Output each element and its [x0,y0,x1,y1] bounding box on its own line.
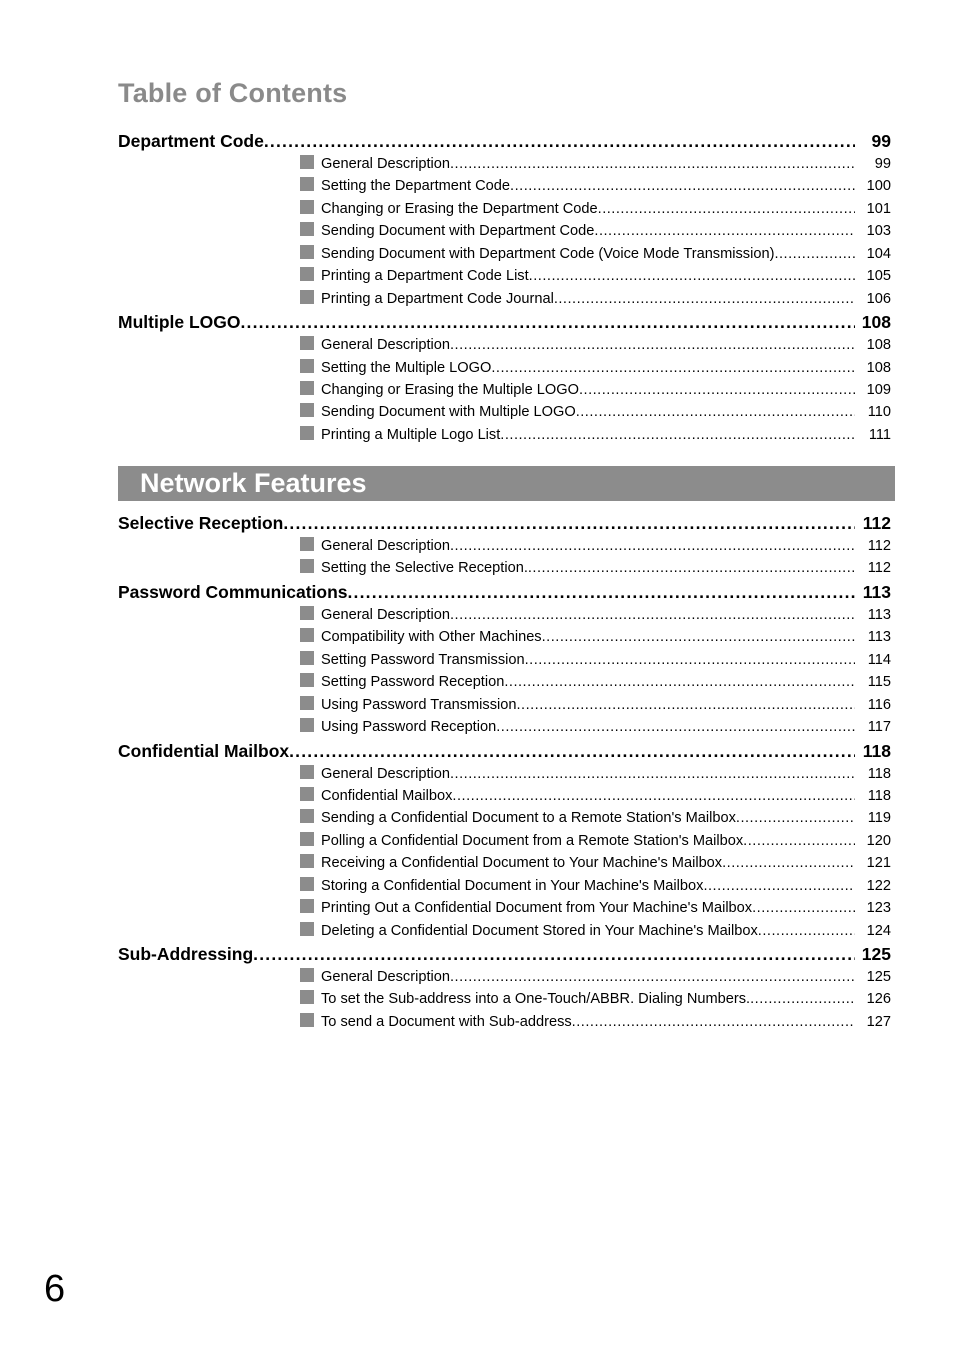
square-bullet-icon [300,267,314,281]
toc-section-title: Selective Reception [118,513,284,533]
toc-item-page: 111 [868,426,891,443]
toc-item-title: Changing or Erasing the Department Code [321,200,598,217]
square-bullet-icon [300,155,314,169]
toc-item-title: Setting Password Transmission [321,651,525,668]
dot-leader [450,763,855,785]
toc-item[interactable] [118,535,891,557]
dot-leader [491,357,855,379]
dot-leader [289,739,855,763]
toc-section-title: Password Communications [118,581,348,602]
toc-item-title: Deleting a Confidential Document Stored in Your Machine's Mailbox [321,922,758,939]
toc-section-entry[interactable] [118,942,891,966]
toc-section-title: Department Code [118,131,264,151]
square-bullet-icon [300,651,314,665]
square-bullet-icon [300,336,314,350]
toc-item[interactable] [118,830,891,852]
toc-item-title: Sending Document with Multiple LOGO [321,404,576,421]
toc-item[interactable] [118,604,891,626]
toc-item-title: Using Password Transmission [321,696,517,713]
toc-item-page: 127 [866,1013,891,1030]
toc-section-title: Multiple LOGO [118,312,241,333]
toc-item-title: General Description [321,337,450,354]
dot-leader [450,604,855,626]
toc-item-title: Sending Document with Department Code [321,223,595,240]
toc-item-title: Receiving a Confidential Document to Your Machine's Mailbox [321,855,723,872]
toc-item-title: Changing or Erasing the Multiple LOGO [321,381,579,398]
toc-item-title: General Description [321,606,450,623]
toc-item[interactable] [118,626,891,648]
toc-section-page: 108 [861,312,891,333]
dot-leader [496,716,855,738]
square-bullet-icon [300,537,314,551]
toc-section [118,942,891,1033]
dot-leader [576,401,855,423]
toc-item-page: 125 [866,969,891,985]
toc-item-page: 106 [866,290,891,307]
toc-section [118,511,891,580]
square-bullet-icon [300,899,314,913]
dot-leader [594,220,855,242]
dot-leader [579,379,855,401]
toc-item[interactable] [118,220,891,242]
square-bullet-icon [300,696,314,710]
toc-item-title: General Description [321,765,450,782]
dot-leader [450,334,855,356]
toc-item-title: Setting the Multiple LOGO [321,359,492,376]
dot-leader [554,288,855,310]
toc-item-page: 100 [866,178,891,195]
square-bullet-icon [300,787,314,801]
toc-item-page: 110 [867,404,891,421]
dot-leader [743,830,855,852]
toc-item[interactable] [118,807,891,829]
toc-item[interactable] [118,875,891,897]
toc-item[interactable] [118,716,891,738]
square-bullet-icon [300,222,314,236]
dot-leader [703,875,855,897]
dot-leader [283,511,855,535]
toc-item-page: 109 [866,381,891,398]
dot-leader [572,1011,855,1033]
toc-section-entry[interactable] [118,310,891,334]
dot-leader [264,129,855,153]
toc-item[interactable] [118,649,891,671]
toc-item-title: Printing a Department Code Journal [321,290,554,307]
toc-item-page: 113 [867,629,891,646]
toc-item-page: 120 [866,832,891,849]
toc-item-title: Setting Password Reception [321,674,505,691]
dot-leader [736,807,855,829]
square-bullet-icon [300,628,314,642]
dot-leader [452,785,855,807]
toc-section-title: Sub-Addressing [118,944,254,964]
dot-leader [253,942,855,966]
toc-item[interactable] [118,852,891,874]
toc-item-page: 99 [874,156,891,172]
toc-item[interactable] [118,424,891,446]
square-bullet-icon [300,922,314,936]
square-bullet-icon [300,718,314,732]
toc-item-title: General Description [321,156,450,172]
toc-item-page: 104 [866,245,891,262]
dot-leader [752,897,855,919]
toc-section-entry[interactable] [118,739,891,763]
dot-leader [450,153,855,175]
square-bullet-icon [300,559,314,573]
toc-section-entry[interactable] [118,580,891,604]
dot-leader [598,198,855,220]
toc-item-title: Printing Out a Confidential Document from Your Machine's Mailbox [321,900,753,917]
toc-item-title: Printing a Multiple Logo List [321,426,501,443]
toc-item[interactable] [118,785,891,807]
toc-item[interactable] [118,175,891,197]
dot-leader [348,580,856,604]
dot-leader [500,424,855,446]
dot-leader [774,243,855,265]
page-number: 6 [44,1268,66,1310]
toc-item-title: Polling a Confidential Document from a Remote Station's Mailbox [321,832,744,849]
toc-item[interactable] [118,243,891,265]
page-title: Table of Contents [118,78,348,108]
toc-item-page: 124 [866,922,891,939]
square-bullet-icon [300,877,314,891]
toc-item-title: Setting the Department Code [321,178,511,195]
toc-item-page: 121 [866,855,891,872]
toc-section-list [118,129,891,446]
square-bullet-icon [300,606,314,620]
dot-leader [758,920,855,942]
toc-item-page: 113 [867,606,891,623]
dot-leader [529,265,855,287]
toc-section-list [118,511,891,1033]
dot-leader [525,649,855,671]
square-bullet-icon [300,1013,314,1027]
dot-leader [722,852,855,874]
toc-item-page: 116 [867,696,891,713]
toc-item-page: 122 [866,877,891,894]
toc-item-page: 108 [866,337,891,354]
toc-item-title: Confidential Mailbox [321,787,453,804]
toc-item-title: Compatibility with Other Machines [321,629,542,646]
square-bullet-icon [300,403,314,417]
chapter-banner: Network Features [118,466,895,501]
toc-item[interactable] [118,334,891,356]
toc-item-page: 123 [866,900,891,917]
toc-item-title: To set the Sub-address into a One-Touch/ABBR. Dialing Numbers. [321,991,751,1008]
square-bullet-icon [300,832,314,846]
square-bullet-icon [300,290,314,304]
toc-item-page: 118 [867,765,891,782]
square-bullet-icon [300,968,314,982]
square-bullet-icon [300,673,314,687]
toc-section-page: 125 [861,944,891,964]
toc-item-title: Printing a Department Code List [321,268,529,285]
dot-leader [542,626,855,648]
toc-section [118,739,891,943]
toc-item-page: 117 [867,719,891,736]
toc-section-entry[interactable] [118,511,891,535]
toc-item[interactable] [118,920,891,942]
toc-section [118,310,891,446]
toc-item-page: 126 [866,991,891,1008]
dot-leader [750,988,855,1010]
toc-item-page: 114 [867,651,891,668]
dot-leader [516,694,855,716]
dot-leader [528,557,855,579]
toc-item-page: 101 [866,200,891,217]
toc-item[interactable] [118,265,891,287]
toc-item-page: 112 [867,560,891,577]
square-bullet-icon [300,426,314,440]
toc-item-page: 103 [866,223,891,240]
square-bullet-icon [300,245,314,259]
toc-item-title: Sending Document with Department Code (Voice Mode Transmission) [321,245,775,262]
toc-item-page: 108 [866,359,891,376]
toc-item-title: General Description [321,538,450,554]
toc-item[interactable] [118,401,891,423]
toc-section-title: Confidential Mailbox [118,740,290,761]
square-bullet-icon [300,200,314,214]
square-bullet-icon [300,809,314,823]
toc-item[interactable] [118,288,891,310]
dot-leader [510,175,855,197]
toc-item[interactable] [118,357,891,379]
toc-section-page: 99 [871,131,891,151]
square-bullet-icon [300,381,314,395]
toc-section-page: 118 [862,740,891,761]
toc-item-title: General Description [321,969,450,985]
dot-leader [241,310,856,334]
dot-leader [450,966,855,988]
dot-leader [504,671,855,693]
toc-item-title: Sending a Confidential Document to a Remote Station's Mailbox [321,810,736,827]
toc-item[interactable] [118,897,891,919]
toc-item[interactable] [118,198,891,220]
square-bullet-icon [300,990,314,1004]
toc-section [118,580,891,739]
square-bullet-icon [300,854,314,868]
toc-item[interactable] [118,763,891,785]
toc-section-entry[interactable] [118,129,891,153]
toc-item[interactable] [118,557,891,579]
toc-item-title: Setting the Selective Reception. [321,560,528,577]
toc-item[interactable] [118,379,891,401]
dot-leader [450,535,855,557]
toc-item-page: 112 [867,538,891,554]
toc-item[interactable] [118,966,891,988]
toc-item[interactable] [118,1011,891,1033]
toc-item[interactable] [118,671,891,693]
toc-item-title: Storing a Confidential Document in Your Machine's Mailbox [321,877,704,894]
square-bullet-icon [300,177,314,191]
toc-item[interactable] [118,153,891,175]
toc-section [118,129,891,310]
toc-section-page: 112 [862,513,891,533]
toc-item-page: 118 [867,787,891,804]
toc-item[interactable] [118,694,891,716]
toc-item-title: To send a Document with Sub-address [321,1013,572,1030]
square-bullet-icon [300,765,314,779]
toc-item[interactable] [118,988,891,1010]
toc-section-page: 113 [862,581,891,602]
toc-item-title: Using Password Reception [321,719,497,736]
square-bullet-icon [300,359,314,373]
toc-item-page: 105 [866,268,891,285]
toc-item-page: 119 [867,810,891,827]
toc-item-page: 115 [867,674,891,691]
